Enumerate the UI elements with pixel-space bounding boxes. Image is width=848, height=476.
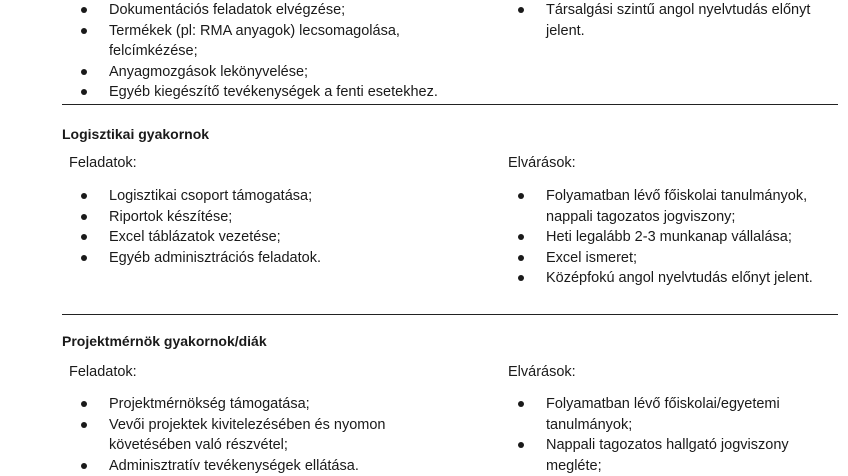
section-divider: [62, 104, 838, 105]
list-item: Nappali tagozatos hallgató jogviszony megléte;: [511, 435, 841, 476]
section-title: Logisztikai gyakornok: [62, 126, 210, 142]
list-item: Egyéb adminisztrációs feladatok.: [74, 248, 454, 269]
project-tasks-list: [74, 394, 454, 476]
list-item: Dokumentációs feladatok elvégzése;: [74, 0, 454, 21]
list-item: Logisztikai csoport támogatása;: [74, 186, 454, 207]
list-item: Egyéb kiegészítő tevékenységek a fenti esetekhez.: [74, 82, 454, 103]
requirements-label: Elvárások:: [508, 155, 576, 171]
list-item: Anyagmozgások lekönyvelése;: [74, 62, 454, 83]
list-item: Heti legalább 2-3 munkanap vállalása;: [511, 227, 841, 248]
list-item: Folyamatban lévő főiskolai tanulmányok, nappali tagozatos jogviszony;: [511, 186, 841, 227]
section-title: Projektmérnök gyakornok/diák: [62, 333, 267, 349]
list-item: Folyamatban lévő főiskolai/egyetemi tanulmányok;: [511, 394, 841, 435]
tasks-label: Feladatok:: [69, 364, 137, 380]
list-item: Vevői projektek kivitelezésében és nyomon követésében való részvétel;: [74, 415, 454, 456]
requirements-label: Elvárások:: [508, 364, 576, 380]
logistics-tasks-list: [74, 186, 454, 268]
project-requirements-list: [511, 394, 841, 476]
list-item: Riportok készítése;: [74, 207, 454, 228]
section-divider: [62, 314, 838, 315]
list-item: Adminisztratív tevékenységek ellátása.: [74, 456, 454, 476]
tasks-label: Feladatok:: [69, 155, 137, 171]
top-tasks-list: [74, 0, 454, 103]
list-item: Középfokú angol nyelvtudás előnyt jelent.: [511, 268, 841, 289]
list-item: Termékek (pl: RMA anyagok) lecsomagolása, felcímkézése;: [74, 21, 454, 62]
list-item: Excel táblázatok vezetése;: [74, 227, 454, 248]
top-requirements-list: [511, 0, 841, 41]
logistics-requirements-list: [511, 186, 841, 289]
list-item: Társalgási szintű angol nyelvtudás előnyt jelent.: [511, 0, 841, 41]
list-item: Excel ismeret;: [511, 248, 841, 269]
list-item: Projektmérnökség támogatása;: [74, 394, 454, 415]
